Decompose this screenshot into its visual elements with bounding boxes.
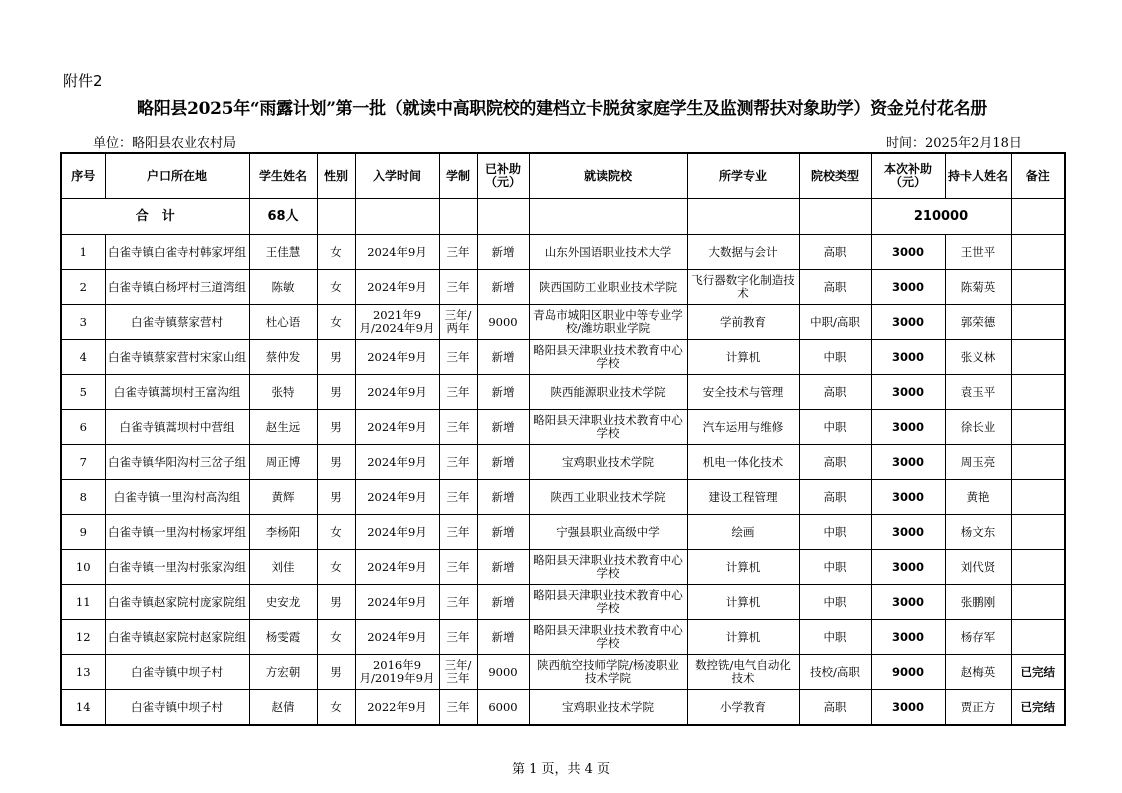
col-header: 序号 (61, 153, 105, 199)
paid-amount: 新增 (477, 585, 529, 620)
student-name: 陈敏 (249, 270, 317, 305)
paid-amount: 新增 (477, 480, 529, 515)
major-cell: 小学教育 (687, 690, 799, 726)
major-cell: 飞行器数字化制造技术 (687, 270, 799, 305)
school-system: 三年 (439, 340, 477, 375)
cardholder-name: 郭荣德 (945, 305, 1011, 340)
cardholder-name: 袁玉平 (945, 375, 1011, 410)
school-name: 陕西工业职业技术学院 (529, 480, 687, 515)
gender-cell: 女 (317, 690, 355, 726)
col-header: 已补助（元） (477, 153, 529, 199)
note-cell: 已完结 (1011, 655, 1065, 690)
total-row (61, 199, 1065, 235)
cardholder-name: 赵梅英 (945, 655, 1011, 690)
col-header: 性别 (317, 153, 355, 199)
gender-cell: 男 (317, 410, 355, 445)
school-name: 略阳县天津职业技术教育中心学校 (529, 410, 687, 445)
table-row (61, 480, 1065, 515)
col-header: 学制 (439, 153, 477, 199)
address-cell: 白雀寺镇华阳沟村三岔子组 (105, 445, 249, 480)
school-system: 三年 (439, 620, 477, 655)
page-footer: 第 1 页，共 4 页 (511, 762, 611, 777)
row-number: 11 (61, 585, 105, 620)
major-cell: 安全技术与管理 (687, 375, 799, 410)
note-cell (1011, 305, 1065, 340)
school-name: 略阳县天津职业技术教育中心学校 (529, 340, 687, 375)
paid-amount: 新增 (477, 235, 529, 270)
enroll-date: 2024年9月 (355, 375, 439, 410)
col-header: 院校类型 (799, 153, 871, 199)
cardholder-name: 杨存军 (945, 620, 1011, 655)
address-cell: 白雀寺镇一里沟村张家沟组 (105, 550, 249, 585)
subsidy-amount: 3000 (871, 690, 945, 726)
address-cell: 白雀寺镇一里沟村高沟组 (105, 480, 249, 515)
note-cell (1011, 515, 1065, 550)
note-cell (1011, 550, 1065, 585)
school-type: 高职 (799, 375, 871, 410)
student-name: 李杨阳 (249, 515, 317, 550)
school-type: 中职/高职 (799, 305, 871, 340)
student-name: 方宏朝 (249, 655, 317, 690)
school-system: 三年 (439, 550, 477, 585)
address-cell: 白雀寺镇白杨坪村三道湾组 (105, 270, 249, 305)
row-number: 3 (61, 305, 105, 340)
student-name: 黄辉 (249, 480, 317, 515)
school-name: 略阳县天津职业技术教育中心学校 (529, 550, 687, 585)
subsidy-amount: 3000 (871, 410, 945, 445)
note-cell (1011, 585, 1065, 620)
gender-cell: 女 (317, 305, 355, 340)
subsidy-amount: 3000 (871, 305, 945, 340)
enroll-date: 2024年9月 (355, 585, 439, 620)
address-cell: 白雀寺镇蒿坝村中营组 (105, 410, 249, 445)
student-name: 王佳慧 (249, 235, 317, 270)
col-header: 入学时间 (355, 153, 439, 199)
paid-amount: 6000 (477, 690, 529, 726)
school-system: 三年 (439, 445, 477, 480)
col-header: 备注 (1011, 153, 1065, 199)
subsidy-amount: 3000 (871, 340, 945, 375)
student-name: 蔡仲发 (249, 340, 317, 375)
address-cell: 白雀寺镇一里沟村杨家坪组 (105, 515, 249, 550)
gender-cell: 女 (317, 235, 355, 270)
school-system: 三年 (439, 235, 477, 270)
row-number: 6 (61, 410, 105, 445)
school-type: 中职 (799, 585, 871, 620)
subsidy-amount: 3000 (871, 445, 945, 480)
note-cell (1011, 445, 1065, 480)
school-type: 中职 (799, 550, 871, 585)
table-row (61, 340, 1065, 375)
attachment-label: 附件2 (63, 72, 103, 90)
enroll-date: 2016年9月/2019年9月 (355, 655, 439, 690)
school-name: 陕西航空技师学院/杨凌职业技术学院 (529, 655, 687, 690)
school-type: 高职 (799, 270, 871, 305)
paid-amount: 9000 (477, 305, 529, 340)
row-number: 14 (61, 690, 105, 726)
school-system: 三年/三年 (439, 655, 477, 690)
address-cell: 白雀寺镇赵家院村庞家院组 (105, 585, 249, 620)
gender-cell: 男 (317, 445, 355, 480)
student-name: 史安龙 (249, 585, 317, 620)
gender-cell: 女 (317, 270, 355, 305)
school-type: 中职 (799, 620, 871, 655)
enroll-date: 2024年9月 (355, 410, 439, 445)
major-cell: 计算机 (687, 340, 799, 375)
school-system: 三年 (439, 375, 477, 410)
address-cell: 白雀寺镇中坝子村 (105, 690, 249, 726)
student-name: 杨雯霞 (249, 620, 317, 655)
address-cell: 白雀寺镇蒿坝村王富沟组 (105, 375, 249, 410)
school-type: 高职 (799, 690, 871, 726)
school-type: 中职 (799, 410, 871, 445)
major-cell: 数控铣/电气自动化技术 (687, 655, 799, 690)
note-cell (1011, 270, 1065, 305)
note-cell (1011, 340, 1065, 375)
address-cell: 白雀寺镇蔡家营村宋家山组 (105, 340, 249, 375)
student-name: 赵生远 (249, 410, 317, 445)
subsidy-amount: 3000 (871, 235, 945, 270)
total-students: 68人 (249, 199, 317, 235)
school-type: 中职 (799, 515, 871, 550)
subsidy-amount: 3000 (871, 585, 945, 620)
paid-amount: 新增 (477, 410, 529, 445)
enroll-date: 2024年9月 (355, 480, 439, 515)
table-row (61, 655, 1065, 690)
gender-cell: 男 (317, 375, 355, 410)
major-cell: 汽车运用与维修 (687, 410, 799, 445)
total-amount: 210000 (871, 199, 1011, 235)
student-name: 周正博 (249, 445, 317, 480)
school-system: 三年 (439, 515, 477, 550)
enroll-date: 2024年9月 (355, 620, 439, 655)
subsidy-amount: 3000 (871, 550, 945, 585)
major-cell: 计算机 (687, 550, 799, 585)
table-row (61, 270, 1065, 305)
subsidy-amount: 3000 (871, 620, 945, 655)
paid-amount: 新增 (477, 340, 529, 375)
school-system: 三年 (439, 480, 477, 515)
school-name: 略阳县天津职业技术教育中心学校 (529, 620, 687, 655)
school-system: 三年 (439, 585, 477, 620)
paid-amount: 新增 (477, 270, 529, 305)
paid-amount: 新增 (477, 550, 529, 585)
cardholder-name: 黄艳 (945, 480, 1011, 515)
table-row (61, 375, 1065, 410)
note-cell (1011, 620, 1065, 655)
row-number: 8 (61, 480, 105, 515)
enroll-date: 2024年9月 (355, 235, 439, 270)
total-label: 合 计 (61, 199, 249, 235)
school-name: 略阳县天津职业技术教育中心学校 (529, 585, 687, 620)
cardholder-name: 张鹏刚 (945, 585, 1011, 620)
major-cell: 建设工程管理 (687, 480, 799, 515)
subsidy-amount: 3000 (871, 270, 945, 305)
school-name: 宝鸡职业技术学院 (529, 445, 687, 480)
paid-amount: 新增 (477, 515, 529, 550)
school-system: 三年/两年 (439, 305, 477, 340)
address-cell: 白雀寺镇赵家院村赵家院组 (105, 620, 249, 655)
cardholder-name: 王世平 (945, 235, 1011, 270)
gender-cell: 男 (317, 655, 355, 690)
table-row (61, 410, 1065, 445)
gender-cell: 男 (317, 480, 355, 515)
enroll-date: 2024年9月 (355, 515, 439, 550)
address-cell: 白雀寺镇中坝子村 (105, 655, 249, 690)
paid-amount: 新增 (477, 445, 529, 480)
cardholder-name: 贾正方 (945, 690, 1011, 726)
note-cell (1011, 235, 1065, 270)
school-system: 三年 (439, 690, 477, 726)
document-title: 略阳县2025年“雨露计划”第一批（就读中高职院校的建档立卡脱贫家庭学生及监测帮扶对象助学）资金兑付花名册 (137, 99, 987, 119)
gender-cell: 女 (317, 550, 355, 585)
cardholder-name: 张义林 (945, 340, 1011, 375)
table-row (61, 585, 1065, 620)
student-name: 杜心语 (249, 305, 317, 340)
col-header: 学生姓名 (249, 153, 317, 199)
header-row (61, 153, 1065, 199)
student-name: 赵倩 (249, 690, 317, 726)
student-name: 刘佳 (249, 550, 317, 585)
paid-amount: 新增 (477, 375, 529, 410)
subsidy-amount: 3000 (871, 480, 945, 515)
paid-amount: 9000 (477, 655, 529, 690)
subsidy-amount: 3000 (871, 375, 945, 410)
row-number: 13 (61, 655, 105, 690)
cardholder-name: 陈菊英 (945, 270, 1011, 305)
major-cell: 机电一体化技术 (687, 445, 799, 480)
cardholder-name: 刘代贤 (945, 550, 1011, 585)
table-row (61, 305, 1065, 340)
note-cell (1011, 480, 1065, 515)
gender-cell: 男 (317, 340, 355, 375)
note-cell (1011, 410, 1065, 445)
enroll-date: 2024年9月 (355, 550, 439, 585)
gender-cell: 女 (317, 620, 355, 655)
school-type: 中职 (799, 340, 871, 375)
date-label: 时间：2025年2月18日 (886, 136, 1022, 151)
cardholder-name: 杨文东 (945, 515, 1011, 550)
table-row (61, 445, 1065, 480)
col-header: 所学专业 (687, 153, 799, 199)
enroll-date: 2022年9月 (355, 690, 439, 726)
table-row (61, 235, 1065, 270)
school-name: 青岛市城阳区职业中等专业学校/潍坊职业学院 (529, 305, 687, 340)
note-cell (1011, 375, 1065, 410)
cardholder-name: 徐长业 (945, 410, 1011, 445)
col-header: 持卡人姓名 (945, 153, 1011, 199)
address-cell: 白雀寺镇白雀寺村韩家坪组 (105, 235, 249, 270)
enroll-date: 2024年9月 (355, 445, 439, 480)
table-row (61, 550, 1065, 585)
row-number: 4 (61, 340, 105, 375)
paid-amount: 新增 (477, 620, 529, 655)
row-number: 5 (61, 375, 105, 410)
major-cell: 计算机 (687, 620, 799, 655)
note-cell: 已完结 (1011, 690, 1065, 726)
school-type: 高职 (799, 445, 871, 480)
school-system: 三年 (439, 270, 477, 305)
subsidy-amount: 9000 (871, 655, 945, 690)
school-type: 技校/高职 (799, 655, 871, 690)
gender-cell: 男 (317, 585, 355, 620)
school-name: 宁强县职业高级中学 (529, 515, 687, 550)
major-cell: 大数据与会计 (687, 235, 799, 270)
subsidy-amount: 3000 (871, 515, 945, 550)
table-row (61, 620, 1065, 655)
enroll-date: 2024年9月 (355, 340, 439, 375)
col-header: 就读院校 (529, 153, 687, 199)
address-cell: 白雀寺镇蔡家营村 (105, 305, 249, 340)
roster-table (60, 152, 1066, 726)
enroll-date: 2024年9月 (355, 270, 439, 305)
school-type: 高职 (799, 480, 871, 515)
cardholder-name: 周玉亮 (945, 445, 1011, 480)
table-row (61, 515, 1065, 550)
row-number: 12 (61, 620, 105, 655)
col-header: 本次补助（元） (871, 153, 945, 199)
school-name: 山东外国语职业技术大学 (529, 235, 687, 270)
school-name: 陕西国防工业职业技术学院 (529, 270, 687, 305)
school-name: 陕西能源职业技术学院 (529, 375, 687, 410)
unit-label: 单位：略阳县农业农村局 (93, 136, 237, 151)
table-row (61, 690, 1065, 726)
school-system: 三年 (439, 410, 477, 445)
student-name: 张特 (249, 375, 317, 410)
row-number: 9 (61, 515, 105, 550)
row-number: 1 (61, 235, 105, 270)
school-type: 高职 (799, 235, 871, 270)
row-number: 10 (61, 550, 105, 585)
row-number: 2 (61, 270, 105, 305)
school-name: 宝鸡职业技术学院 (529, 690, 687, 726)
gender-cell: 女 (317, 515, 355, 550)
enroll-date: 2021年9月/2024年9月 (355, 305, 439, 340)
col-header: 户口所在地 (105, 153, 249, 199)
row-number: 7 (61, 445, 105, 480)
major-cell: 学前教育 (687, 305, 799, 340)
major-cell: 计算机 (687, 585, 799, 620)
major-cell: 绘画 (687, 515, 799, 550)
